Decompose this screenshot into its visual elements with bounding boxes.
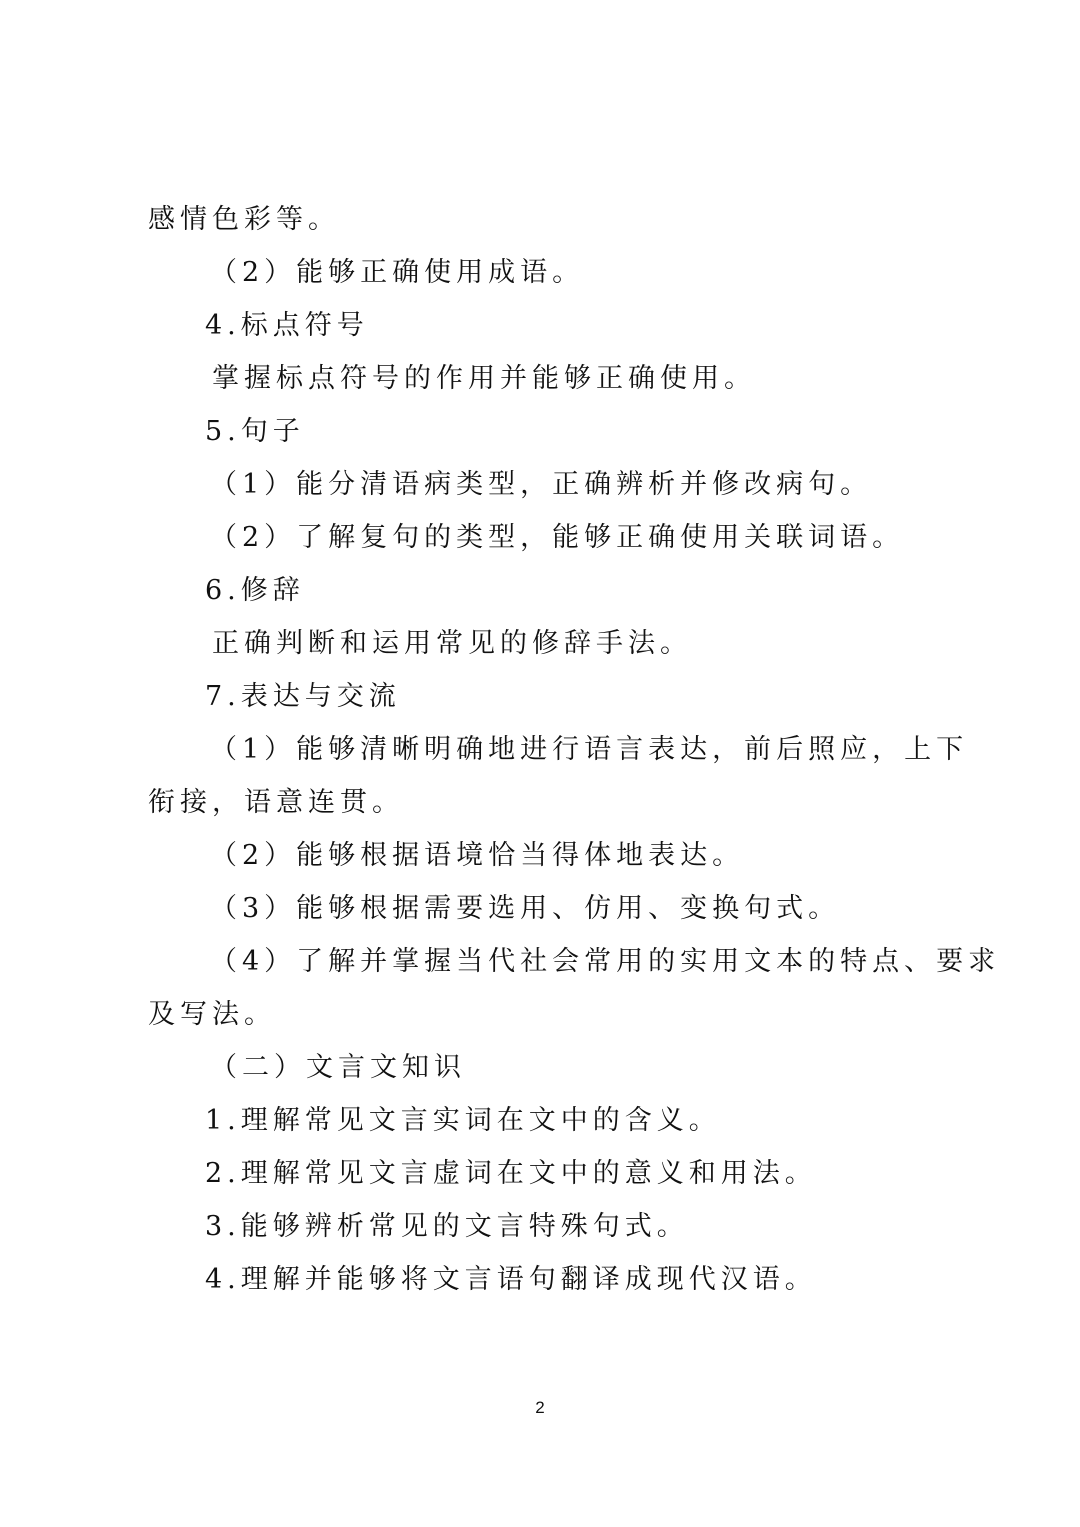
text-line: 3.能够辨析常见的文言特殊句式。	[205, 1211, 689, 1242]
section-heading: 4.标点符号	[205, 310, 369, 341]
text-line: 衔接，语意连贯。	[148, 787, 404, 818]
text-line: （1）能分清语病类型，正确辨析并修改病句。	[210, 469, 873, 500]
text-line: （2）能够正确使用成语。	[210, 257, 585, 288]
section-heading: （二）文言文知识	[210, 1052, 466, 1083]
text-line: 掌握标点符号的作用并能够正确使用。	[212, 363, 756, 394]
text-line: 4.理解并能够将文言语句翻译成现代汉语。	[205, 1264, 817, 1295]
text-line: 1.理解常见文言实词在文中的含义。	[205, 1105, 721, 1136]
text-line: 感情色彩等。	[148, 204, 340, 235]
section-heading: 5.句子	[205, 416, 305, 447]
section-heading: 7.表达与交流	[205, 681, 401, 712]
page-number: 2	[535, 1398, 545, 1417]
section-heading: 6.修辞	[205, 575, 305, 606]
text-line: 及写法。	[148, 999, 276, 1030]
text-line: 正确判断和运用常见的修辞手法。	[212, 628, 692, 659]
text-line: （2）了解复句的类型，能够正确使用关联词语。	[210, 522, 905, 553]
text-line: （2）能够根据语境恰当得体地表达。	[210, 840, 745, 871]
text-line: 2.理解常见文言虚词在文中的意义和用法。	[205, 1158, 817, 1189]
text-line: （3）能够根据需要选用、仿用、变换句式。	[210, 893, 841, 924]
text-line: （1）能够清晰明确地进行语言表达，前后照应，上下	[210, 734, 969, 765]
text-line: （4）了解并掌握当代社会常用的实用文本的特点、要求	[210, 946, 1001, 977]
